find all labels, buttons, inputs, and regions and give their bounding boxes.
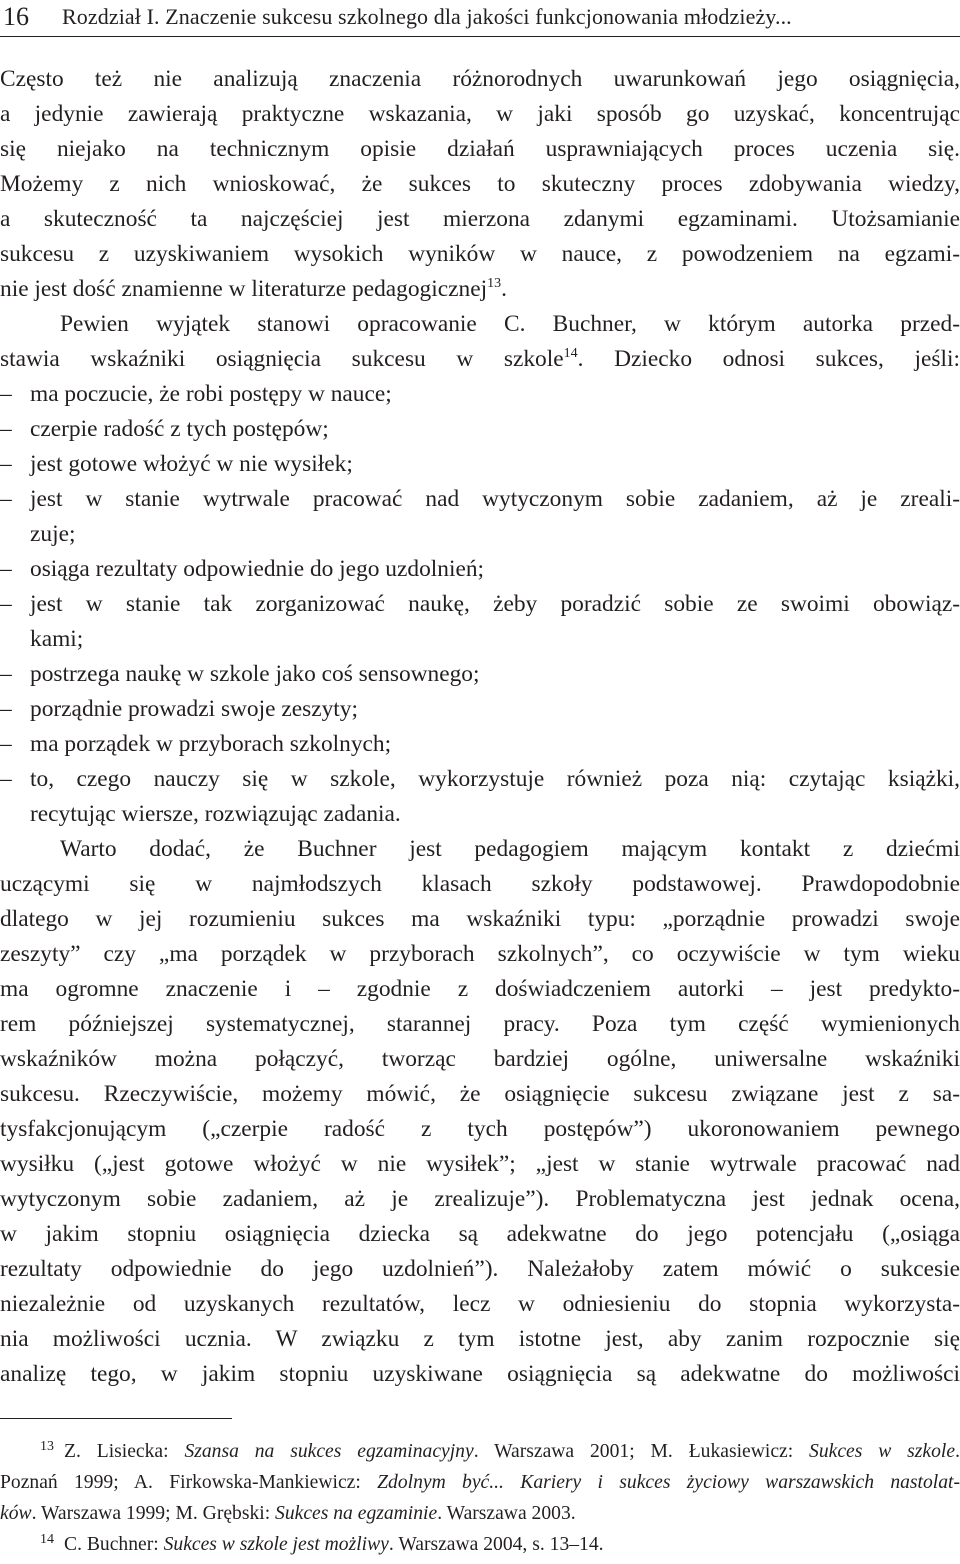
text-line: sukcesu. Rzeczywiście, możemy mówić, że osiągnięcie sukcesu związane jest z sa- (0, 1081, 960, 1107)
body-text (0, 62, 960, 1392)
list-item-text: to, czego nauczy się w szkole, wykorzystuje również poza nią: czytając książki, (30, 766, 960, 792)
footnote-13-line (0, 1467, 960, 1498)
footnote-text: C. Buchner: (64, 1534, 164, 1555)
footnote-text: Poznań 1999; A. Firkowska-Mankiewicz: (0, 1472, 378, 1493)
text-line: zeszyty” czy „ma porządek w przyborach szkolnych”, co oczywiście w tym wieku (0, 941, 960, 967)
footnote-title: Szansa na sukces egzaminacyjny (184, 1441, 474, 1462)
list-item (0, 727, 960, 762)
dash-bullet: – (0, 591, 12, 617)
text-line: analizę tego, w jakim stopniu uzyskiwane osiągnięcia są adekwatne do możliwości (0, 1361, 960, 1387)
text-line: uczącymi się w najmłodszych klasach szkoły podstawowej. Prawdopodobnie (0, 871, 960, 897)
text-line: sukcesu z uzyskiwaniem wysokich wyników w nauce, z powodzeniem na egzami- (0, 241, 960, 267)
text-line: wskaźników można połączyć, tworząc bardziej ogólne, uniwersalne wskaźniki (0, 1046, 960, 1072)
list-item-continuation: kami; (30, 626, 84, 652)
text-line: rezultaty odpowiednie do jego uzdolnień”). Należałoby zatem mówić o sukcesie (0, 1256, 960, 1282)
text-line: rem późniejszej systematycznej, starannej pracy. Poza tym część wymienionych (0, 1011, 960, 1037)
footnote-number: 13 (40, 1439, 54, 1454)
list-item-text: jest gotowe włożyć w nie wysiłek; (30, 451, 353, 477)
footnote-ref-14[interactable]: 14 (563, 346, 578, 361)
list-item (0, 552, 960, 587)
text-line: nia możliwości ucznia. W związku z tym istotne jest, aby zanim rozpocznie się (0, 1326, 960, 1352)
page-header (0, 0, 960, 37)
text-line (0, 342, 960, 377)
list-item (0, 447, 960, 482)
list-item-text: jest w stanie wytrwale pracować nad wytyczonym sobie zadaniem, aż je zreali- (30, 486, 960, 512)
text-line: Warto dodać, że Buchner jest pedagogiem mającym kontakt z dziećmi (60, 836, 960, 862)
text-line: Często też nie analizują znaczenia różnorodnych uwarunkowań jego osiągnięcia, (0, 66, 960, 92)
dash-bullet: – (0, 416, 12, 442)
list-item-text: jest w stanie tak zorganizować naukę, żeby poradzić sobie ze swoimi obowiąz- (30, 591, 960, 617)
dash-bullet: – (0, 731, 12, 757)
text-run: nie jest dość znamienne w literaturze pedagogicznej (0, 276, 488, 302)
list-item-continuation: zuje; (30, 521, 76, 547)
text-line: w jakim stopniu osiągnięcia dziecka są adekwatne do jego potencjału („osiąga (0, 1221, 960, 1247)
footnote-text: . Warszawa 2004, s. 13–14. (388, 1534, 604, 1555)
text-line: ma ogromne znaczenie i – zgodnie z doświadczeniem autorki – jest predykto- (0, 976, 960, 1002)
text-line: a jedynie zawierają praktyczne wskazania, w jaki sposób go uzyskać, koncentrując (0, 101, 960, 127)
dash-bullet: – (0, 486, 12, 512)
footnote-title: ków (0, 1503, 32, 1524)
footnote-title: Sukces w szkole (809, 1441, 956, 1462)
text-line: Możemy z nich wnioskować, że sukces to skuteczny proces zdobywania wiedzy, (0, 171, 960, 197)
list-item-continuation: recytując wiersze, rozwiązując zadania. (30, 801, 401, 827)
running-head: Rozdział I. Znaczenie sukcesu szkolnego dla jakości funkcjonowania młodzieży... (62, 4, 792, 29)
footnote-separator (0, 1418, 232, 1419)
list-item (0, 482, 960, 517)
footnote-text: . (955, 1441, 960, 1462)
text-line: a skuteczność ta najczęściej jest mierzona zdanymi egzaminami. Utożsamianie (0, 206, 960, 232)
footnote-13-line (0, 1498, 960, 1529)
text-run: stawia wskaźniki osiągnięcia sukcesu w szkole (0, 346, 564, 372)
text-line: Pewien wyjątek stanowi opracowanie C. Buchner, w którym autorka przed- (60, 311, 960, 337)
list-item-text: porządnie prowadzi swoje zeszyty; (30, 696, 358, 722)
footnote-text: . Warszawa 2001; M. Łukasiewicz: (473, 1441, 810, 1462)
text-line: się niejako na technicznym opisie działań usprawniających proces uczenia się. (0, 136, 960, 162)
page-number: 16 (3, 2, 29, 31)
dash-bullet: – (0, 766, 12, 792)
list-item (0, 762, 960, 797)
footnote-text: Z. Lisiecka: (64, 1441, 185, 1462)
text-line: dlatego w jej rozumieniu sukces ma wskaźniki typu: „porządnie prowadzi swoje (0, 906, 960, 932)
list-item-text: postrzega naukę w szkole jako coś sensownego; (30, 661, 480, 687)
footnote-14 (0, 1529, 960, 1560)
footnote-13 (0, 1436, 960, 1467)
dash-bullet: – (0, 696, 12, 722)
footnote-number: 14 (40, 1532, 54, 1547)
dash-bullet: – (0, 556, 12, 582)
footnote-ref-13[interactable]: 13 (487, 276, 502, 291)
dash-bullet: – (0, 451, 12, 477)
footnotes (0, 1436, 960, 1560)
dash-bullet: – (0, 381, 12, 407)
text-line: tysfakcjonującym („czerpie radość z tych postępów”) ukoronowaniem pewnego (0, 1116, 960, 1142)
list-item-text: osiąga rezultaty odpowiednie do jego uzdolnień; (30, 556, 485, 582)
list-item-text: ma porządek w przyborach szkolnych; (30, 731, 392, 757)
dash-bullet: – (0, 661, 12, 687)
footnote-title: Sukces w szkole jest możliwy (163, 1534, 389, 1555)
list-item (0, 587, 960, 622)
text-run: . Dziecko odnosi sukces, jeśli: (577, 346, 960, 372)
text-line: niezależnie od uzyskanych rezultatów, lecz w odniesieniu do stopnia wykorzysta- (0, 1291, 960, 1317)
list-item (0, 412, 960, 447)
text-line (0, 272, 960, 307)
footnote-title: Zdolnym być... Kariery i sukces życiowy warszawskich nastolat- (377, 1472, 960, 1493)
list-item (0, 692, 960, 727)
text-line: wysiłku („jest gotowe włożyć w nie wysiłek”; „jest w stanie wytrwale pracować nad (0, 1151, 960, 1177)
list-item-text: ma poczucie, że robi postępy w nauce; (30, 381, 392, 407)
list-item (0, 377, 960, 412)
text-run: . (501, 276, 507, 302)
list-item-text: czerpie radość z tych postępów; (30, 416, 329, 442)
footnote-text: . Warszawa 1999; M. Grębski: (31, 1503, 276, 1524)
list-item (0, 657, 960, 692)
text-line: wytyczonym sobie zadaniem, aż je zrealizuje”). Problematyczna jest jednak ocena, (0, 1186, 960, 1212)
footnote-title: Sukces na egzaminie (275, 1503, 438, 1524)
footnote-text: . Warszawa 2003. (437, 1503, 576, 1524)
